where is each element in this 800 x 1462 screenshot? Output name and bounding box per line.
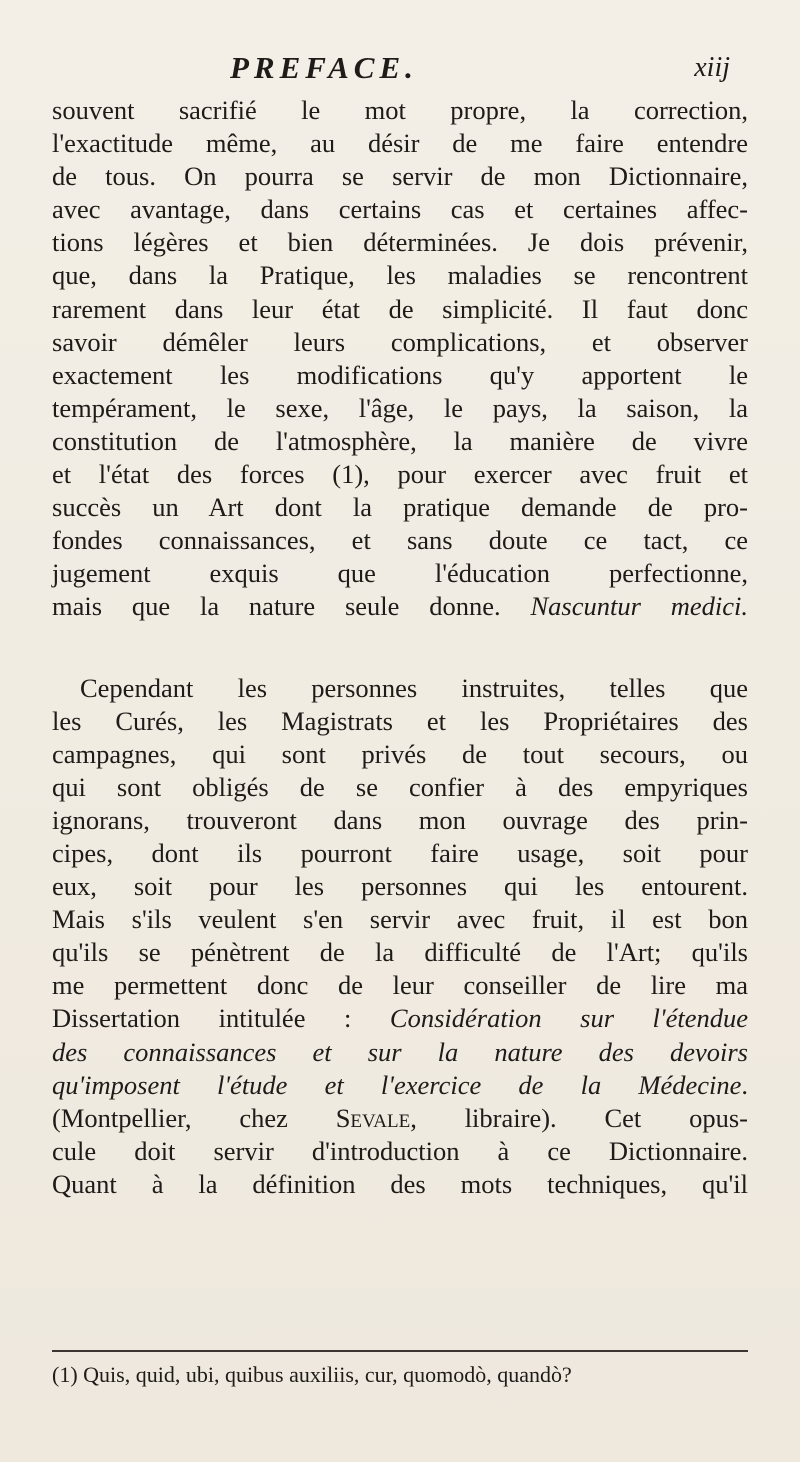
footnote: (1) Quis, quid, ubi, quibus auxiliis, cur, quomodò, quandò? — [52, 1362, 572, 1387]
dissertation-title-line: des connaissances et sur la nature des devoirs — [52, 1036, 748, 1067]
text-line: l'exactitude même, au désir de me faire entendre — [52, 128, 748, 159]
text-line: exactement les modifications qu'y apportent le — [52, 359, 748, 390]
text-line: souvent sacrifié le mot propre, la correction, — [52, 95, 748, 125]
text-line: succès un Art dont la pratique demande de pro- — [52, 492, 748, 523]
text-line: eux, soit pour les personnes qui les entourent. — [52, 871, 748, 902]
text-run: mais que la nature seule donne. — [52, 591, 531, 622]
text-line: rarement dans leur état de simplicité. Il faut donc — [52, 293, 748, 324]
text-run: (Montpellier, chez — [52, 1102, 336, 1133]
text-line: cipes, dont ils pourront faire usage, soit pour — [52, 837, 748, 868]
text-line: qu'ils se pénètrent de la difficulté de l'Art; qu'ils — [52, 937, 748, 968]
text-run: , libraire). Cet opus- — [410, 1102, 748, 1133]
footnote-divider — [52, 1350, 748, 1352]
latin-quote: Nascuntur medici. — [530, 591, 749, 622]
page-header — [230, 50, 730, 90]
text-run: Dissertation intitulée : — [52, 1003, 390, 1034]
text-line — [52, 590, 748, 623]
text-run: . — [741, 1069, 748, 1100]
text-line: cule doit servir d'introduction à ce Dictionnaire. — [52, 1135, 748, 1166]
text-line: qui sont obligés de se confier à des empyriques — [52, 771, 748, 802]
text-line: Quant à la définition des mots techniques, qu'il — [52, 1168, 748, 1199]
body-text — [52, 94, 748, 1201]
text-line: Cependant les personnes instruites, telles que — [80, 672, 748, 703]
dissertation-title: qu'imposent l'étude et l'exercice de la Médecine — [52, 1069, 742, 1100]
text-line: tions légères et bien déterminées. Je dois prévenir, — [52, 227, 748, 258]
paragraph-gap — [52, 624, 748, 672]
text-line: que, dans la Pratique, les maladies se rencontrent — [52, 260, 748, 291]
page-number: xiij — [694, 52, 730, 83]
text-line: constitution de l'atmosphère, la manière de vivre — [52, 425, 748, 456]
text-line: et l'état des forces (1), pour exercer avec fruit et — [52, 459, 748, 490]
text-line — [52, 1002, 748, 1035]
text-line: ignorans, trouveront dans mon ouvrage des prin- — [52, 804, 748, 835]
text-line: tempérament, le sexe, l'âge, le pays, la saison, la — [52, 392, 748, 423]
text-line: Mais s'ils veulent s'en servir avec fruit, il est bon — [52, 904, 748, 935]
text-line: avec avantage, dans certains cas et certaines affec- — [52, 194, 748, 225]
text-line — [52, 1102, 748, 1135]
running-title: PREFACE. — [230, 50, 418, 85]
publisher-name: Sevale — [335, 1102, 411, 1133]
text-line: les Curés, les Magistrats et les Propriétaires des — [52, 705, 748, 736]
text-line: fondes connaissances, et sans doute ce tact, ce — [52, 525, 748, 556]
text-line — [52, 1069, 748, 1102]
dissertation-title: Considération sur l'étendue — [389, 1003, 748, 1034]
text-line: savoir démêler leurs complications, et observer — [52, 326, 748, 357]
text-line: campagnes, qui sont privés de tout secours, ou — [52, 738, 748, 769]
text-line: jugement exquis que l'éducation perfectionne, — [52, 558, 748, 589]
text-line: de tous. On pourra se servir de mon Dictionnaire, — [52, 161, 748, 192]
text-line: me permettent donc de leur conseiller de lire ma — [52, 970, 748, 1001]
